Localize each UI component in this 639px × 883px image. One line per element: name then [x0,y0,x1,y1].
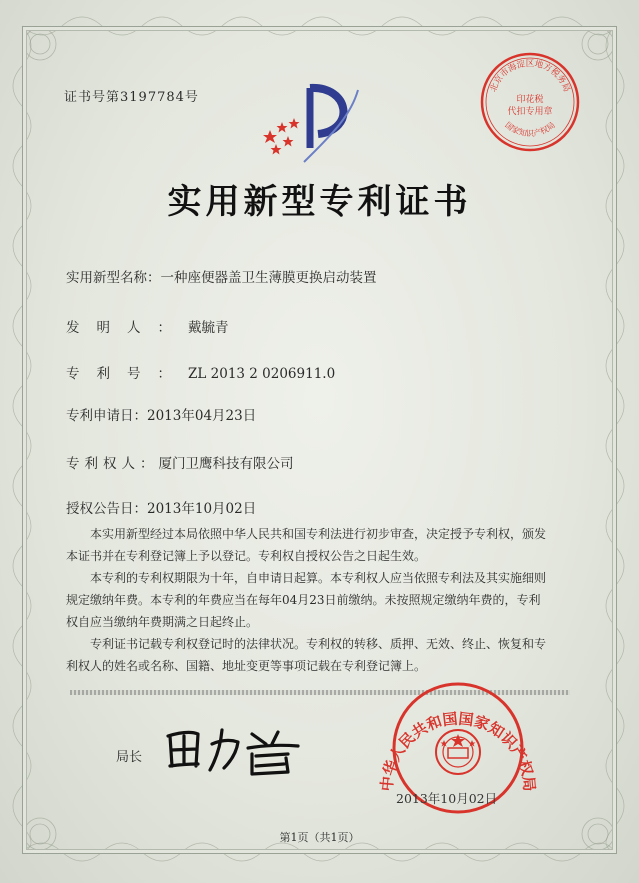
cnipa-logo-icon [258,78,368,170]
tax-seal-bottom-text: 国家知识产权局 [503,120,557,139]
tax-seal-line1: 印花税 [516,95,544,105]
grant-date-value: 2013年10月02日 [147,501,257,517]
patentee-row [66,452,294,472]
certificate-title: 实用新型专利证书 [167,182,472,222]
inventor-label: 发明人： [66,320,188,336]
body-paragraph-3: 专利证书记载专利权登记时的法律状况。专利权的转移、质押、无效、终止、恢复和专利权人的姓名或名称、国籍、地址变更等事项记载在专利登记簿上。 [66,637,547,673]
patentee-label: 专利权人： [66,456,159,472]
filing-date-value: 2013年04月23日 [147,408,257,424]
inventor-value: 戴毓青 [188,320,229,336]
issue-date: 2013年10月02日 [396,791,498,806]
filing-date-label: 专利申请日： [66,408,147,424]
svg-text:国家知识产权局 [503,120,556,138]
patentee-value: 厦门卫鹰科技有限公司 [158,456,294,472]
big-seal-ring-text: 中华人民共和国国家知识产权局 [377,709,539,793]
body-paragraph-2: 本专利的专利权期限为十年，自申请日起算。本专利权人应当依照专利法及其实施细则规定缴纳年费。本专利的年费应当在每年04月23日前缴纳。未按照规定缴纳年费的，专利权自应当缴纳年费期满之日起终止。 [66,571,547,629]
director-title: 局长 [116,750,143,765]
patent-number-value: ZL 2013 2 0206911.0 [188,366,336,382]
tax-seal-ring-text: 北京市海淀区地方税务局 [488,59,572,94]
national-emblem-icon [436,730,480,774]
grant-date-label: 授权公告日： [66,501,147,517]
certificate-body [66,523,552,677]
inventor-row [66,316,229,336]
utility-model-name-label: 实用新型名称： [66,270,161,286]
page-number: 第1页（共1页） [279,831,360,844]
body-paragraph-1: 本实用新型经过本局依照中华人民共和国专利法进行初步审查，决定授予专利权，颁发本证书并在专利登记簿上予以登记。专利权自授权公告之日起生效。 [66,527,547,563]
filing-date-row [66,404,256,424]
director-signature [160,722,310,778]
grant-date-row [66,497,256,517]
tax-stamp-seal [478,50,582,154]
tax-seal-line2: 代扣专用章 [507,107,553,117]
utility-model-name-value: 一种座便器盖卫生薄膜更换启动装置 [160,270,377,286]
certificate-number: 证书号第3197784号 [64,90,199,105]
patent-number-row [66,362,335,382]
utility-model-name-row [66,266,377,286]
patent-number-label: 专利号： [66,366,188,382]
